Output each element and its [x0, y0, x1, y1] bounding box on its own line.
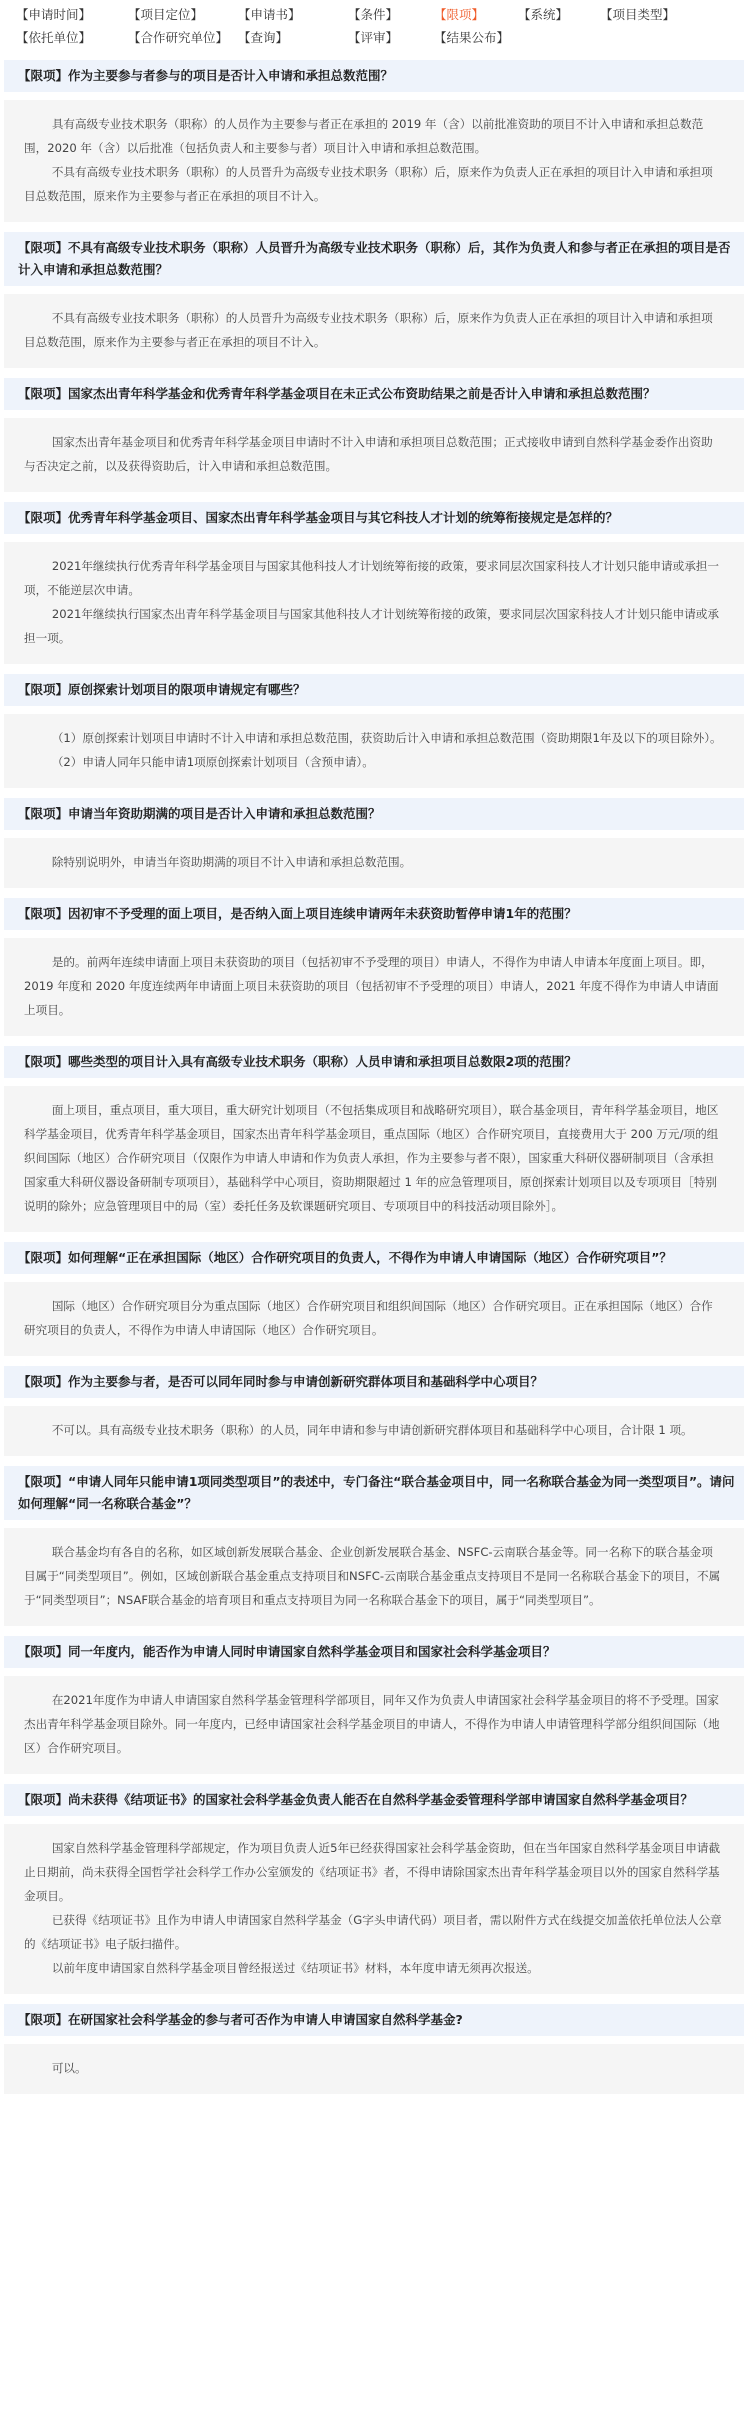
faq-answer-paragraph: 以前年度申请国家自然科学基金项目曾经报送过《结项证书》材料，本年度申请无须再次报送。 — [51, 1961, 539, 1975]
faq-item — [4, 1466, 744, 1626]
faq-answer-paragraph: 2021年继续执行优秀青年科学基金项目与国家其他科技人才计划统筹衔接的政策，要求同层次国家科技人才计划只能申请或承担一项，不能逆层次申请。 — [24, 559, 719, 597]
faq-item — [4, 1046, 744, 1232]
category-tab[interactable]: 【条件】 — [348, 6, 399, 22]
faq-answer — [4, 418, 744, 492]
faq-answer-paragraph: 联合基金均有各自的名称，如区域创新发展联合基金、企业创新发展联合基金、NSFC-云南联合基金等。同一名称下的联合基金项目属于“同类型项目”。例如，区域创新联合基金重点支持项目和NSFC-云南联合基金重点支持项目不是同一名称联合基金下的项目，不属于“同类型项目”；NSAF联合基金的培育项目和重点支持项目为同一名称联合基金下的项目，属于“同类型项目”。 — [24, 1545, 721, 1607]
faq-item — [4, 898, 744, 1036]
faq-item — [4, 378, 744, 492]
faq-question: 【限项】作为主要参与者，是否可以同年同时参与申请创新研究群体项目和基础科学中心项目？ — [4, 1366, 744, 1398]
faq-answer — [4, 542, 744, 664]
category-tab[interactable]: 【限项】 — [434, 6, 485, 22]
faq-question: 【限项】原创探索计划项目的限项申请规定有哪些？ — [4, 674, 744, 706]
faq-question: 【限项】尚未获得《结项证书》的国家社会科学基金负责人能否在自然科学基金委管理科学部申请国家自然科学基金项目？ — [4, 1784, 744, 1816]
category-tab[interactable]: 【系统】 — [518, 6, 569, 22]
faq-answer-paragraph: 不具有高级专业技术职务（职称）的人员晋升为高级专业技术职务（职称）后，原来作为负责人正在承担的项目计入申请和承担项目总数范围，原来作为主要参与者正在承担的项目不计入。 — [24, 165, 713, 203]
category-tab[interactable]: 【项目定位】 — [128, 6, 204, 22]
category-tab[interactable]: 【申请书】 — [238, 6, 301, 22]
faq-answer — [4, 1086, 744, 1232]
faq-answer-paragraph: 国家杰出青年基金项目和优秀青年科学基金项目申请时不计入申请和承担项目总数范围；正式接收申请到自然科学基金委作出资助与否决定之前，以及获得资助后，计入申请和承担总数范围。 — [24, 435, 713, 473]
faq-answer — [4, 294, 744, 368]
faq-answer-paragraph: 面上项目，重点项目，重大项目，重大研究计划项目（不包括集成项目和战略研究项目），联合基金项目，青年科学基金项目，地区科学基金项目，优秀青年科学基金项目，国家杰出青年科学基金项目，重点国际（地区）合作研究项目，直接费用大于 200 万元/项的组织间国际（地区）合作研究项目（仅限作为申请人申请和作为负责人承担，作为主要参与者不限），国家重大科研仪器研制项目（含承担国家重大科研仪器设备研制专项项目），基础科学中心项目，资助期限超过 1 年的应急管理项目，原创探索计划项目以及专项项目［特别说明的除外；应急管理项目中的局（室）委托任务及软课题研究项目、专项项目中的科技活动项目除外］。 — [24, 1103, 719, 1213]
faq-answer-paragraph: （1）原创探索计划项目申请时不计入申请和承担总数范围，获资助后计入申请和承担总数范围（资助期限1年及以下的项目除外）。 — [51, 731, 722, 745]
faq-answer — [4, 838, 744, 888]
faq-answer — [4, 1528, 744, 1626]
faq-answer — [4, 938, 744, 1036]
faq-answer-paragraph: 不可以。具有高级专业技术职务（职称）的人员，同年申请和参与申请创新研究群体项目和基础科学中心项目，合计限 1 项。 — [51, 1423, 693, 1437]
category-tab[interactable]: 【结果公布】 — [434, 29, 510, 45]
faq-question: 【限项】优秀青年科学基金项目、国家杰出青年科学基金项目与其它科技人才计划的统筹衔接规定是怎样的？ — [4, 502, 744, 534]
faq-answer-paragraph: 国际（地区）合作研究项目分为重点国际（地区）合作研究项目和组织间国际（地区）合作研究项目。正在承担国际（地区）合作研究项目的负责人，不得作为申请人申请国际（地区）合作研究项目。 — [24, 1299, 713, 1337]
faq-answer — [4, 100, 744, 222]
category-tab[interactable]: 【申请时间】 — [16, 6, 92, 22]
faq-answer-paragraph: 不具有高级专业技术职务（职称）的人员晋升为高级专业技术职务（职称）后，原来作为负责人正在承担的项目计入申请和承担项目总数范围，原来作为主要参与者正在承担的项目不计入。 — [24, 311, 713, 349]
category-tab[interactable]: 【评审】 — [348, 29, 399, 45]
category-tab[interactable]: 【查询】 — [238, 29, 289, 45]
faq-answer-paragraph: 国家自然科学基金管理科学部规定，作为项目负责人近5年已经获得国家社会科学基金资助，但在当年国家自然科学基金项目申请截止日期前，尚未获得全国哲学社会科学工作办公室颁发的《结项证书》者，不得申请除国家杰出青年科学基金项目以外的国家自然科学基金项目。 — [24, 1841, 721, 1903]
faq-item — [4, 1242, 744, 1356]
faq-answer-paragraph: 已获得《结项证书》且作为申请人申请国家自然科学基金（G字头申请代码）项目者，需以附件方式在线提交加盖依托单位法人公章的《结项证书》电子版扫描件。 — [24, 1913, 722, 1951]
faq-question: 【限项】国家杰出青年科学基金和优秀青年科学基金项目在未正式公布资助结果之前是否计入申请和承担总数范围？ — [4, 378, 744, 410]
faq-answer — [4, 2044, 744, 2094]
faq-question: 【限项】因初审不予受理的面上项目，是否纳入面上项目连续申请两年未获资助暂停申请1年的范围？ — [4, 898, 744, 930]
faq-item — [4, 798, 744, 888]
faq-question: 【限项】同一年度内，能否作为申请人同时申请国家自然科学基金项目和国家社会科学基金项目？ — [4, 1636, 744, 1668]
faq-item — [4, 502, 744, 664]
category-tab[interactable]: 【项目类型】 — [600, 6, 676, 22]
faq-item — [4, 60, 744, 222]
faq-answer — [4, 1676, 744, 1774]
category-tab[interactable]: 【合作研究单位】 — [128, 29, 229, 45]
faq-answer — [4, 1282, 744, 1356]
faq-question: 【限项】哪些类型的项目计入具有高级专业技术职务（职称）人员申请和承担项目总数限2项的范围？ — [4, 1046, 744, 1078]
category-nav-row-1 — [16, 2, 738, 25]
faq-question: 【限项】如何理解“正在承担国际（地区）合作研究项目的负责人，不得作为申请人申请国际（地区）合作研究项目”？ — [4, 1242, 744, 1274]
faq-question: 【限项】申请当年资助期满的项目是否计入申请和承担总数范围？ — [4, 798, 744, 830]
faq-answer-paragraph: （2）申请人同年只能申请1项原创探索计划项目（含预申请）。 — [51, 755, 374, 769]
faq-answer-paragraph: 具有高级专业技术职务（职称）的人员作为主要参与者正在承担的 2019 年（含）以前批准资助的项目不计入申请和承担总数范围，2020 年（含）以后批准（包括负责人和主要参与者）项目计入申请和承担总数范围。 — [24, 117, 704, 155]
faq-answer — [4, 1824, 744, 1994]
faq-question: 【限项】“申请人同年只能申请1项同类型项目”的表述中，专门备注“联合基金项目中，同一名称联合基金为同一类型项目”。请问如何理解“同一名称联合基金”？ — [4, 1466, 744, 1520]
faq-item — [4, 232, 744, 368]
faq-item — [4, 674, 744, 788]
faq-list — [4, 60, 744, 2094]
faq-item — [4, 1784, 744, 1994]
faq-item — [4, 1366, 744, 1456]
category-nav-row-2 — [16, 25, 738, 48]
faq-question: 【限项】在研国家社会科学基金的参与者可否作为申请人申请国家自然科学基金? — [4, 2004, 744, 2036]
faq-answer — [4, 1406, 744, 1456]
faq-answer-paragraph: 是的。前两年连续申请面上项目未获资助的项目（包括初审不予受理的项目）申请人，不得作为申请人申请本年度面上项目。即，2019 年度和 2020 年度连续两年申请面上项目未获资助的项目（包括初审不予受理的项目）申请人，2021 年度不得作为申请人申请面上项目。 — [24, 955, 719, 1017]
faq-answer — [4, 714, 744, 788]
faq-answer-paragraph: 2021年继续执行国家杰出青年科学基金项目与国家其他科技人才计划统筹衔接的政策，要求同层次国家科技人才计划只能申请或承担一项。 — [24, 607, 719, 645]
faq-answer-paragraph: 在2021年度作为申请人申请国家自然科学基金管理科学部项目，同年又作为负责人申请国家社会科学基金项目的将不予受理。国家杰出青年科学基金项目除外。同一年度内，已经申请国家社会科学基金项目的申请人，不得作为申请人申请管理科学部分组织间国际（地区）合作研究项目。 — [24, 1693, 720, 1755]
faq-answer-paragraph: 可以。 — [51, 2061, 87, 2075]
category-tab[interactable]: 【依托单位】 — [16, 29, 92, 45]
category-nav — [4, 0, 744, 60]
faq-item — [4, 1636, 744, 1774]
faq-question: 【限项】作为主要参与者参与的项目是否计入申请和承担总数范围？ — [4, 60, 744, 92]
faq-answer-paragraph: 除特别说明外，申请当年资助期满的项目不计入申请和承担总数范围。 — [51, 855, 412, 869]
faq-question: 【限项】不具有高级专业技术职务（职称）人员晋升为高级专业技术职务（职称）后，其作为负责人和参与者正在承担的项目是否计入申请和承担总数范围？ — [4, 232, 744, 286]
faq-item — [4, 2004, 744, 2094]
